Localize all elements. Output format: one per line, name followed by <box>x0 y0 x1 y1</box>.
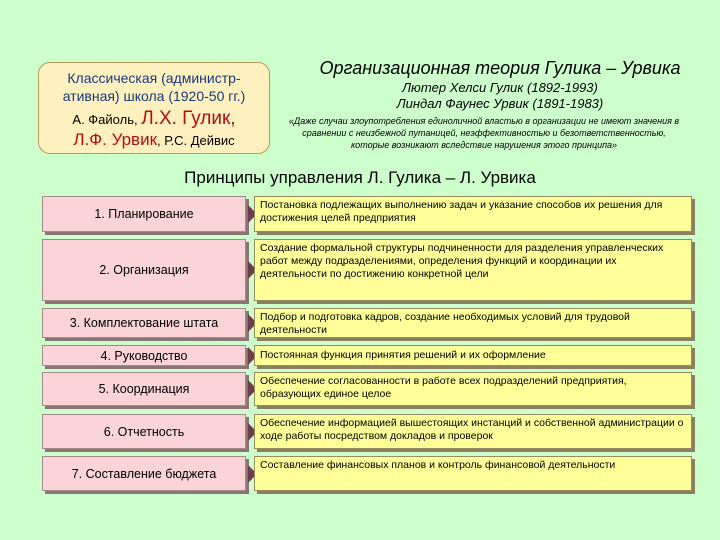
principle-row <box>42 308 692 338</box>
principle-row <box>42 456 692 491</box>
principle-name: 6. Отчетность <box>42 414 246 449</box>
principle-description: Создание формальной структуры подчиненности для разделения управленческих работ между подразделениями, определения функций и координации их деятельности по достижению конкретной цели <box>254 239 692 301</box>
author-urwick: Л.Ф. Урвик <box>73 130 158 149</box>
principle-row <box>42 239 692 301</box>
principle-description: Постановка подлежащих выполнению задач и указание способов их решения для достижения целей предприятия <box>254 196 692 232</box>
principle-row <box>42 345 692 366</box>
principle-quote: «Даже случаи злоупотребления единоличной властью в организации не имеют значения в сравнении с неизбежной путаницей, неэффективностью и безответственностью, которые возникают вследствие нарушения этого принципа» <box>288 116 680 150</box>
theory-authors <box>282 80 718 112</box>
principle-name: 2. Организация <box>42 239 246 301</box>
author-gulick: Л.Х. Гулик, <box>141 108 236 129</box>
principle-description: Подбор и подготовка кадров, создание необходимых условий для трудовой деятельности <box>254 308 692 338</box>
school-authors <box>39 109 269 151</box>
author-urwick-dates: Линдал Фаунес Урвик (1891-1983) <box>396 96 604 111</box>
principle-name: 5. Координация <box>42 372 246 406</box>
author-davis: , Р.С. Дейвис <box>157 133 235 148</box>
author-fayol: А. Файоль, <box>72 112 142 127</box>
principle-name: 1. Планирование <box>42 196 246 232</box>
principle-row <box>42 196 692 232</box>
principle-description: Постоянная функция принятия решений и их оформление <box>254 345 692 366</box>
principle-name: 3. Комплектование штата <box>42 308 246 338</box>
school-title: Классическая (администр-ативная) школа (1920-50 гг.) <box>62 70 246 104</box>
classical-school-box <box>38 62 270 154</box>
principle-description: Обеспечение согласованности в работе всех подразделений предприятия, образующих единое целое <box>254 372 692 406</box>
author-gulick-dates: Лютер Хелси Гулик (1892-1993) <box>402 80 598 95</box>
principle-name: 4. Руководство <box>42 345 246 366</box>
principle-row <box>42 414 692 449</box>
theory-title: Организационная теория Гулика – Урвика <box>319 58 681 78</box>
principle-row <box>42 372 692 406</box>
principle-description: Составление финансовых планов и контроль финансовой деятельности <box>254 456 692 491</box>
principles-title: Принципы управления Л. Гулика – Л. Урвика <box>184 168 536 187</box>
principle-name: 7. Составление бюджета <box>42 456 246 491</box>
principle-description: Обеспечение информацией вышестоящих инстанций и собственной администрации о ходе работы посредством докладов и проверок <box>254 414 692 449</box>
